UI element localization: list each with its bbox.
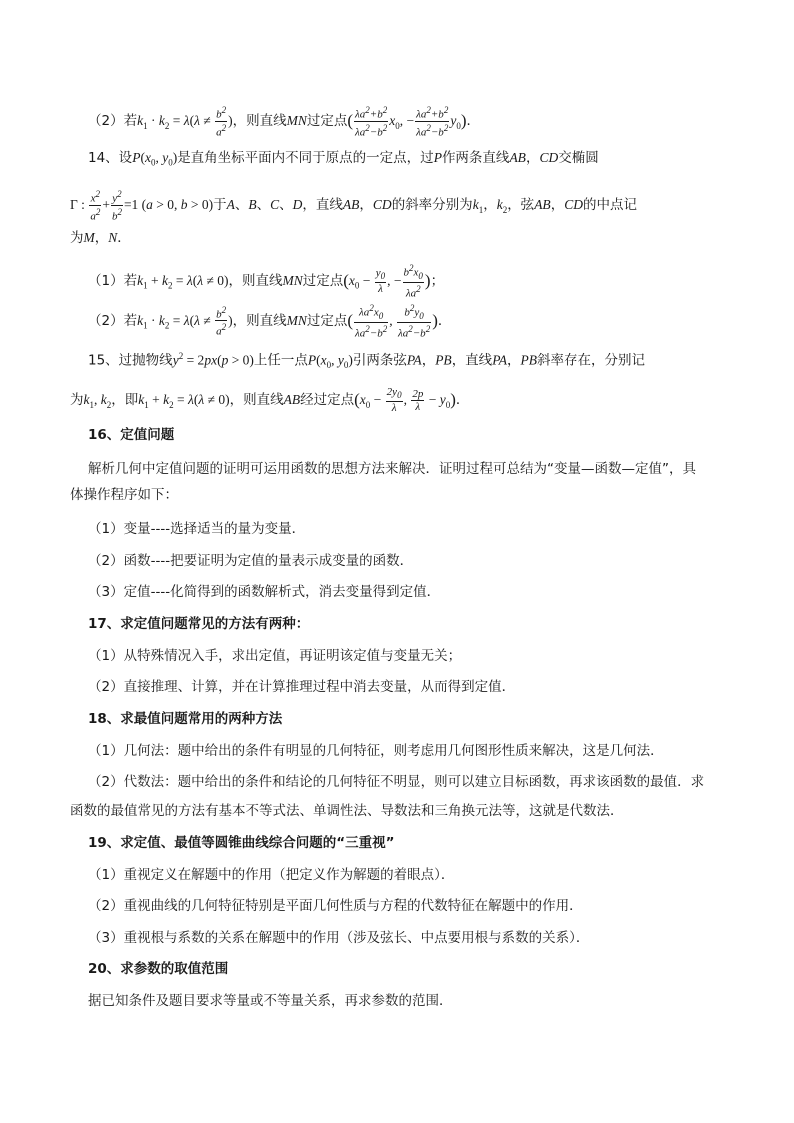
list-item: （2）直接推理、计算，并在计算推理过程中消去变量，从而得到定值． — [88, 679, 516, 695]
paragraph: 据已知条件及题目要求等量或不等量关系，再求参数的范围． — [88, 993, 453, 1009]
section-heading: 18、求最值问题常用的两种方法 — [88, 711, 283, 727]
section-heading: 16、定值问题 — [88, 427, 175, 443]
list-item: （2）重视曲线的几何特征特别是平面几何性质与方程的代数特征在解题中的作用． — [88, 898, 583, 914]
text-line: 为M，N． — [70, 230, 131, 246]
paragraph: 体操作程序如下： — [70, 487, 178, 503]
text-line: （2）若$k_1 \cdot k_2 = \lambda(\lambda$ ≠ $\frac{b^2}{a^2}$ )，则直线MN过定点( $\frac{\lambda a^2x_0}{\lambda a^2-b^2}$ , $\frac{b^2y_0}{\lambda a^2-b^2}$ )． — [88, 303, 452, 340]
list-item: （3）重视根与系数的关系在解题中的作用（涉及弦长、中点要用根与系数的关系）． — [88, 930, 590, 946]
list-item: （1）从特殊情况入手，求出定值，再证明该定值与变量无关； — [88, 648, 462, 664]
list-item: （2）代数法：题中给出的条件和结论的几何特征不明显，则可以建立目标函数，再求该函数的最值．求 — [88, 774, 705, 790]
section-heading: 20、求参数的取值范围 — [88, 961, 229, 977]
list-item: （1）几何法：题中给出的条件有明显的几何特征，则考虑用几何图形性质来解决，这是几何法． — [88, 743, 664, 759]
text-line: 14、设$P(x_0$, $y_0$)是直角坐标平面内不同于原点的一定点，过P作两条直线AB，CD交椭圆 — [88, 150, 599, 168]
paragraph: 解析几何中定值问题的证明可运用函数的思想方法来解决．证明过程可总结为“变量—函数—定值”，具 — [88, 461, 696, 477]
list-item: （3）定值----化简得到的函数解析式，消去变量得到定值． — [88, 584, 441, 600]
text-line: （2）若$k_1 \cdot k_2 = \lambda(\lambda$ ≠ $\frac{b^2}{a^2}$ )，则直线MN过定点( $\frac{\lambda a^2+b^2}{\lambda a^2-b^2}$ $x_0$, − $\frac{\lambda a^2+b^2}{\lambda a^2-b^2}$ $y_0$)． — [88, 105, 480, 139]
list-item: （1）变量----选择适当的量为变量． — [88, 521, 306, 537]
list-item: （1）重视定义在解题中的作用（把定义作为解题的着眼点）． — [88, 867, 455, 883]
text: （2）若 — [88, 113, 138, 130]
section-heading: 17、求定值问题常见的方法有两种： — [88, 616, 310, 632]
text-line: （1）若$k_1 + k_2 = \lambda(\lambda \ne 0)$，则直线MN过定点($x_0$ − $\frac{y_0}{\lambda}$ , − $\frac{b^2x_0}{\lambda a^2}$ )； — [88, 263, 445, 300]
text-line: 为$k_1$, $k_2$，即$k_1 + k_2 = \lambda(\lambda \ne 0)$，则直线AB经过定点($x_0$ − $\frac{2y_0}{\lambda}$ , $\frac{2p}{\lambda}$ − $y_0$)． — [70, 386, 470, 415]
text-line: Γ : $\frac{x^2}{a^2}$ + $\frac{y^2}{b^2}$ =1 (a > 0, b > 0)于A、B、C、D，直线AB，CD的斜率分别为$k_1$，$k_2$，弦AB，CD的中点记 — [70, 189, 637, 223]
text-line: 15、过抛物线$y^2 = 2px(p > 0)$上任一点$P(x_0$, $y_0$)引两条弦PA，PB，直线PA，PB斜率存在，分别记 — [88, 351, 645, 371]
paragraph: 函数的最值常见的方法有基本不等式法、单调性法、导数法和三角换元法等，这就是代数法． — [70, 803, 624, 819]
list-item: （2）函数----把要证明为定值的量表示成变量的函数． — [88, 553, 414, 569]
section-heading: 19、求定值、最值等圆锥曲线综合问题的“三重视” — [88, 835, 395, 851]
